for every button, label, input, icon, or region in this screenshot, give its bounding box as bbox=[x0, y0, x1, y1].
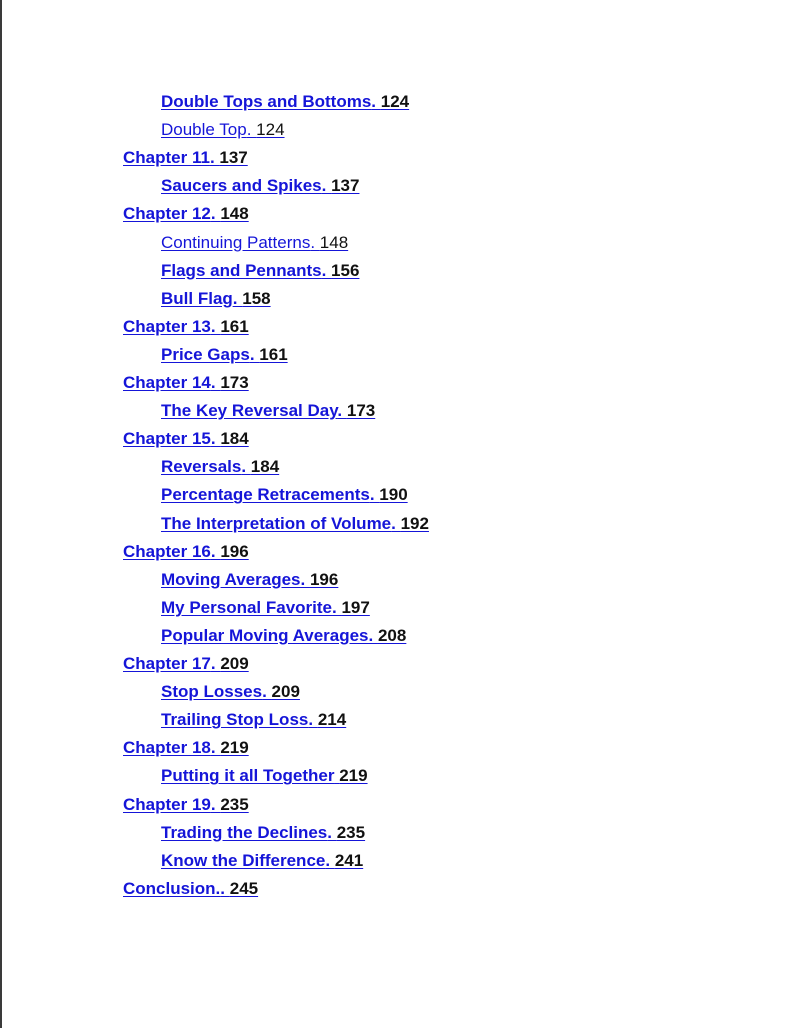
toc-entry-separator: . bbox=[232, 288, 243, 308]
toc-entry-separator: . bbox=[310, 232, 320, 252]
toc-entry-title: Reversals bbox=[161, 457, 242, 477]
toc-entry-title: Chapter 17 bbox=[123, 654, 211, 673]
toc-entry-title: Chapter 11 bbox=[123, 148, 210, 168]
toc-entry-separator: . bbox=[321, 260, 332, 280]
toc-entry-title: Stop Losses bbox=[161, 682, 263, 702]
toc-chapter-link[interactable] bbox=[123, 371, 249, 395]
toc-entry-separator: . bbox=[246, 120, 257, 140]
toc-entry-separator: . bbox=[308, 710, 318, 730]
toc-section-link[interactable] bbox=[161, 455, 279, 479]
toc-entry-page-number: 241 bbox=[334, 850, 364, 870]
toc-entry-page-number: 184 bbox=[250, 457, 280, 477]
toc-entry-separator: . bbox=[325, 850, 335, 870]
toc-chapter-link[interactable] bbox=[123, 877, 258, 901]
toc-section-link[interactable] bbox=[161, 483, 408, 507]
toc-entry-title: Percentage Retracements bbox=[161, 485, 370, 505]
toc-entry-page-number: 156 bbox=[331, 260, 360, 280]
toc-entry-separator: . bbox=[300, 569, 310, 589]
toc-entry-page-number: 173 bbox=[220, 373, 249, 392]
toc-entry-separator: . bbox=[332, 597, 342, 617]
toc-entry-title: Double Tops and Bottoms bbox=[161, 92, 372, 111]
page-left-edge bbox=[0, 0, 2, 1028]
toc-entry-page-number: 148 bbox=[220, 204, 249, 224]
toc-entry-separator: . bbox=[369, 485, 380, 505]
toc-entry-page-number: 161 bbox=[259, 344, 288, 364]
toc-chapter-link[interactable] bbox=[123, 652, 249, 676]
toc-section-link[interactable] bbox=[161, 512, 429, 536]
toc-entry-separator: . bbox=[210, 204, 221, 224]
toc-section-link[interactable] bbox=[161, 596, 370, 620]
toc-entry-separator: . bbox=[391, 513, 401, 533]
toc-section-link[interactable] bbox=[161, 287, 271, 311]
toc-entry-separator: . bbox=[327, 822, 337, 842]
toc-entry-title: Conclusion. bbox=[123, 878, 221, 898]
toc-entry-title: Chapter 12 bbox=[123, 204, 211, 224]
toc-entry-separator: . bbox=[210, 541, 221, 561]
toc-entry-title: Chapter 14 bbox=[123, 373, 211, 392]
toc-entry-separator: . bbox=[241, 457, 251, 477]
toc-entry-title: Putting it all Together bbox=[161, 766, 335, 786]
toc-entry-separator: . bbox=[337, 401, 347, 421]
toc-section-link[interactable] bbox=[161, 821, 365, 845]
toc-chapter-link[interactable] bbox=[123, 146, 248, 170]
toc-entry-page-number: 219 bbox=[339, 766, 368, 786]
toc-entry-title: Chapter 19 bbox=[123, 794, 211, 814]
toc-entry-page-number: 219 bbox=[220, 738, 249, 758]
toc-entry-title: Price Gaps bbox=[161, 344, 250, 364]
toc-section-link[interactable] bbox=[161, 231, 348, 255]
toc-entry-title: Chapter 18 bbox=[123, 738, 211, 758]
toc-section-link[interactable] bbox=[161, 399, 375, 423]
toc-chapter-link[interactable] bbox=[123, 202, 249, 226]
toc-entry-page-number: 190 bbox=[379, 485, 408, 505]
toc-section-link[interactable] bbox=[161, 680, 300, 704]
toc-section-link[interactable] bbox=[161, 764, 368, 788]
toc-chapter-link[interactable] bbox=[123, 427, 249, 451]
toc-entry-separator: . bbox=[210, 429, 221, 449]
toc-entry-title: The Interpretation of Volume bbox=[161, 513, 392, 533]
toc-entry-page-number: 173 bbox=[346, 401, 376, 421]
toc-section-link[interactable] bbox=[161, 259, 359, 283]
toc-entry-page-number: 196 bbox=[220, 541, 249, 561]
toc-section-link[interactable] bbox=[161, 174, 359, 198]
toc-entry-title: Popular Moving Averages bbox=[161, 625, 369, 645]
toc-section-link[interactable] bbox=[161, 708, 346, 732]
toc-entry-separator: . bbox=[210, 794, 221, 814]
toc-section-link[interactable] bbox=[161, 624, 406, 648]
toc-entry-separator: . bbox=[210, 373, 221, 392]
toc-section-link[interactable] bbox=[161, 849, 363, 873]
toc-entry-title: Trading the Declines bbox=[161, 822, 328, 842]
toc-entry-title: Flags and Pennants bbox=[161, 260, 322, 280]
toc-entry-title: Continuing Patterns bbox=[161, 232, 311, 252]
toc-entry-page-number: 235 bbox=[336, 822, 366, 842]
toc-entry-page-number: 192 bbox=[400, 513, 429, 533]
toc-entry-title: Chapter 16 bbox=[123, 541, 211, 561]
toc-entry-separator: . bbox=[220, 878, 230, 898]
toc-section-link[interactable] bbox=[161, 343, 288, 367]
toc-entry-separator: . bbox=[371, 92, 381, 111]
toc-entry-separator: . bbox=[368, 625, 378, 645]
toc-entry-separator: . bbox=[262, 682, 272, 702]
toc-entry-page-number: 235 bbox=[220, 794, 249, 814]
toc-entry-title: Chapter 13 bbox=[123, 316, 211, 336]
toc-chapter-link[interactable] bbox=[123, 315, 249, 339]
toc-chapter-link[interactable] bbox=[123, 793, 249, 817]
toc-entry-separator: . bbox=[209, 148, 220, 168]
toc-entry-title: Chapter 15 bbox=[123, 429, 211, 449]
toc-entry-title: My Personal Favorite bbox=[161, 597, 333, 617]
toc-chapter-link[interactable] bbox=[123, 736, 249, 760]
toc-section-link[interactable] bbox=[161, 118, 285, 142]
toc-entry-separator: . bbox=[210, 738, 221, 758]
toc-entry-page-number: 184 bbox=[220, 429, 249, 449]
toc-entry-page-number: 209 bbox=[271, 682, 300, 702]
toc-entry-page-number: 124 bbox=[380, 92, 410, 111]
toc-entry-page-number: 214 bbox=[317, 710, 347, 730]
toc-entry-title: Saucers and Spikes bbox=[161, 176, 322, 196]
toc-entry-page-number: 161 bbox=[220, 316, 249, 336]
toc-entry-page-number: 137 bbox=[331, 176, 360, 196]
toc-entry-page-number: 148 bbox=[319, 232, 349, 252]
toc-entry-separator: . bbox=[321, 176, 332, 196]
toc-entry-title: The Key Reversal Day bbox=[161, 401, 338, 421]
toc-entry-page-number: 197 bbox=[341, 597, 370, 617]
toc-entry-title: Double Top bbox=[161, 120, 247, 140]
toc-section-link[interactable] bbox=[161, 568, 338, 592]
toc-entry-separator: . bbox=[210, 316, 221, 336]
toc-entry-page-number: 137 bbox=[219, 148, 248, 168]
toc-entry-separator: . bbox=[210, 654, 221, 673]
toc-entry-page-number: 124 bbox=[256, 120, 285, 140]
toc-entry-separator: . bbox=[249, 344, 260, 364]
toc-entry-title: Trailing Stop Loss bbox=[161, 710, 309, 730]
toc-entry-page-number: 209 bbox=[220, 654, 249, 673]
toc-entry-page-number: 158 bbox=[242, 288, 271, 308]
toc-entry-page-number: 208 bbox=[377, 625, 407, 645]
toc-section-link[interactable] bbox=[161, 90, 409, 114]
toc-chapter-link[interactable] bbox=[123, 540, 249, 564]
toc-entry-title: Moving Averages bbox=[161, 569, 301, 589]
toc-entry-title: Bull Flag bbox=[161, 288, 233, 308]
toc-entry-page-number: 245 bbox=[229, 878, 259, 898]
toc-entry-title: Know the Difference bbox=[161, 850, 326, 870]
toc-entry-page-number: 196 bbox=[309, 569, 339, 589]
